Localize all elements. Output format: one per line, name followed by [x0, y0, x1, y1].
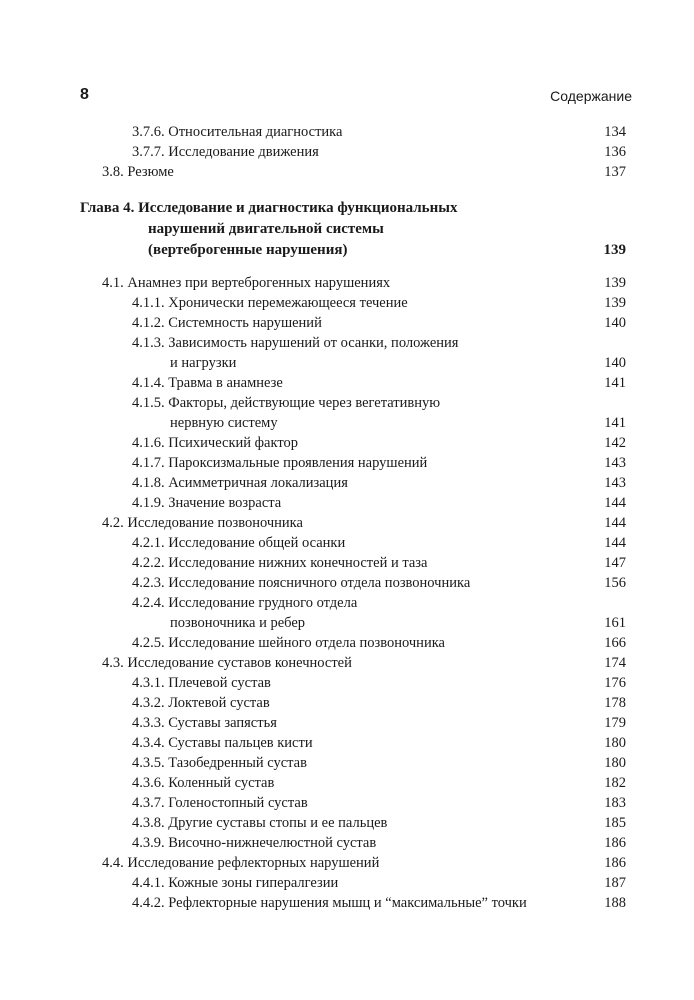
toc-entry: [102, 513, 626, 533]
toc-entry-title: 4.3.9. Височно-нижнечелюстной сустав: [132, 835, 377, 851]
toc-page-number: 142: [604, 435, 626, 451]
toc-entry: [132, 433, 626, 453]
toc-page-number: 174: [604, 655, 626, 671]
toc-entry-title: 4.1.8. Асимметричная локализация: [132, 475, 348, 491]
toc-entry-title: 4.3.5. Тазобедренный сустав: [132, 755, 307, 771]
toc-page-number: 136: [604, 144, 626, 160]
toc-page-number: 183: [604, 795, 626, 811]
toc-entry-title-continuation: (вертеброгенные нарушения): [148, 242, 348, 258]
table-of-contents: [80, 122, 626, 913]
toc-entry-title: 4.1.5. Факторы, действующие через вегетативную: [132, 395, 441, 411]
toc-entry-title-continuation: и нагрузки: [170, 355, 237, 371]
toc-entry: [132, 833, 626, 853]
toc-entry-title: 4.3. Исследование суставов конечностей: [102, 655, 352, 671]
running-title: Содержание: [550, 88, 632, 104]
toc-entry-title: 4.1.7. Пароксизмальные проявления нарушений: [132, 455, 428, 471]
toc-entry: [102, 273, 626, 293]
toc-entry: [132, 893, 626, 913]
toc-entry-title-continuation: нарушений двигательной системы: [148, 221, 384, 237]
toc-page-number: 180: [604, 735, 626, 751]
toc-entry-title: 4.1.4. Травма в анамнезе: [132, 375, 283, 391]
toc-entry: [132, 593, 626, 633]
toc-entry: [132, 673, 626, 693]
toc-entry-title: 4.4. Исследование рефлекторных нарушений: [102, 855, 380, 871]
toc-page-number: 144: [604, 495, 626, 511]
toc-entry: [132, 813, 626, 833]
toc-entry-title: 4.3.8. Другие суставы стопы и ее пальцев: [132, 815, 388, 831]
toc-entry: [132, 393, 626, 433]
toc-page-number: 143: [604, 475, 626, 491]
toc-entry: [132, 142, 626, 162]
toc-entry-title-continuation: позвоночника и ребер: [170, 615, 306, 631]
toc-entry: [132, 573, 626, 593]
toc-page-number: 144: [604, 535, 626, 551]
toc-page-number: 186: [604, 835, 626, 851]
toc-entry: [132, 313, 626, 333]
toc-page-number: 144: [604, 515, 626, 531]
toc-entry: [132, 122, 626, 142]
toc-page-number: 180: [604, 755, 626, 771]
toc-entry: [132, 453, 626, 473]
toc-entry: [132, 713, 626, 733]
toc-entry: [132, 473, 626, 493]
toc-entry-title: 3.8. Резюме: [102, 164, 174, 180]
toc-entry-title: 4.3.1. Плечевой сустав: [132, 675, 271, 691]
toc-entry-title: 4.4.1. Кожные зоны гипералгезии: [132, 875, 339, 891]
toc-entry-title: 4.3.6. Коленный сустав: [132, 775, 275, 791]
toc-entry: [132, 753, 626, 773]
toc-entry-title: 4.4.2. Рефлекторные нарушения мышц и “максимальные” точки: [132, 895, 527, 911]
toc-page-number: 140: [604, 355, 626, 371]
toc-entry: [132, 773, 626, 793]
toc-entry: [132, 493, 626, 513]
toc-entry-title: 3.7.7. Исследование движения: [132, 144, 319, 160]
toc-entry-title: 4.2.2. Исследование нижних конечностей и таза: [132, 555, 428, 571]
toc-page-number: 141: [604, 415, 626, 431]
toc-page-number: 134: [604, 124, 626, 140]
toc-page-number: 161: [604, 615, 626, 631]
toc-entry-title: 4.3.7. Голеностопный сустав: [132, 795, 308, 811]
toc-entry-title: 4.1.1. Хронически перемежающееся течение: [132, 295, 408, 311]
toc-page-number: 143: [604, 455, 626, 471]
toc-entry-title: 4.2. Исследование позвоночника: [102, 515, 303, 531]
toc-entry-title: 4.3.3. Суставы запястья: [132, 715, 277, 731]
toc-entry-title: 4.2.3. Исследование поясничного отдела позвоночника: [132, 575, 471, 591]
toc-entry: [132, 733, 626, 753]
toc-entry-title: 4.2.4. Исследование грудного отдела: [132, 595, 358, 611]
toc-entry-title-continuation: нервную систему: [170, 415, 278, 431]
toc-page-number: 140: [604, 315, 626, 331]
toc-entry-title: 4.3.4. Суставы пальцев кисти: [132, 735, 313, 751]
toc-page-number: 179: [604, 715, 626, 731]
toc-page-number: 187: [604, 875, 626, 891]
toc-entry-title: 4.2.5. Исследование шейного отдела позвоночника: [132, 635, 445, 651]
toc-page-number: 188: [604, 895, 626, 911]
toc-entry-title: 4.1.9. Значение возраста: [132, 495, 282, 511]
toc-entry: [132, 633, 626, 653]
toc-entry-title: 4.2.1. Исследование общей осанки: [132, 535, 346, 551]
toc-page-number: 166: [604, 635, 626, 651]
toc-entry-title: 4.1.6. Психический фактор: [132, 435, 298, 451]
page-number: 8: [80, 86, 89, 103]
toc-page-number: 182: [604, 775, 626, 791]
toc-page-number: 139: [603, 242, 626, 258]
toc-entry: [132, 793, 626, 813]
toc-page-number: 185: [604, 815, 626, 831]
toc-entry: [132, 293, 626, 313]
toc-entry-title: Глава 4. Исследование и диагностика функциональных: [80, 200, 458, 216]
toc-entry-title: 3.7.6. Относительная диагностика: [132, 124, 343, 140]
toc-entry-title: 4.1.3. Зависимость нарушений от осанки, положения: [132, 335, 459, 351]
toc-page-number: 139: [604, 295, 626, 311]
toc-page-number: 178: [604, 695, 626, 711]
toc-entry: [132, 533, 626, 553]
toc-page-number: 139: [604, 275, 626, 291]
toc-entry: [132, 873, 626, 893]
toc-page-number: 186: [604, 855, 626, 871]
toc-entry: [102, 162, 626, 182]
toc-entry: [132, 333, 626, 373]
toc-page-number: 147: [604, 555, 626, 571]
toc-entry: [132, 693, 626, 713]
toc-entry: [132, 373, 626, 393]
toc-entry: [102, 653, 626, 673]
toc-page-number: 156: [604, 575, 626, 591]
toc-entry-title: 4.1. Анамнез при вертеброгенных нарушениях: [102, 275, 391, 291]
toc-entry-title: 4.3.2. Локтевой сустав: [132, 695, 270, 711]
toc-entry: [102, 853, 626, 873]
toc-page-number: 137: [604, 164, 626, 180]
toc-entry-title: 4.1.2. Системность нарушений: [132, 315, 322, 331]
toc-entry: [132, 553, 626, 573]
toc-page-number: 176: [604, 675, 626, 691]
toc-chapter-entry: [80, 198, 626, 261]
toc-page-number: 141: [604, 375, 626, 391]
